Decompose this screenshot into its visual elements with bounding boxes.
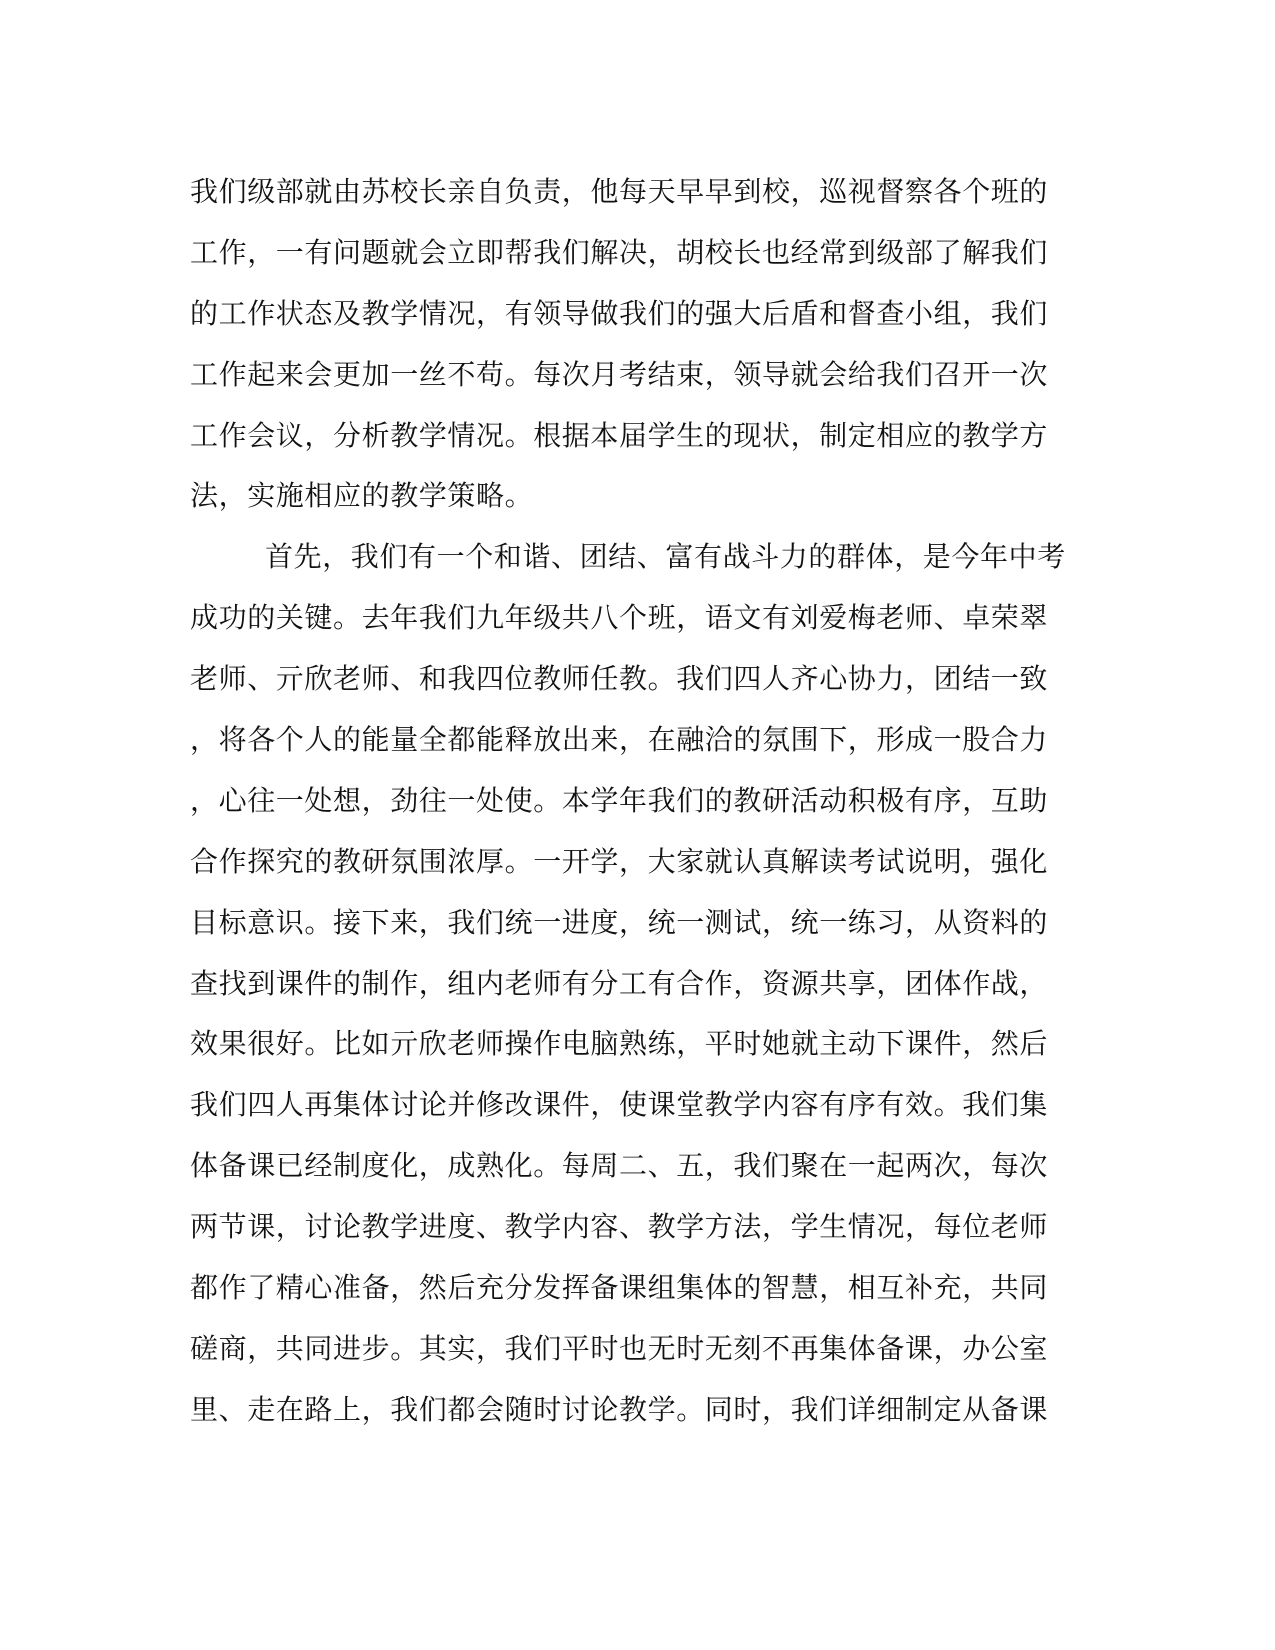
text-line: 的工作状态及教学情况，有领导做我们的强大后盾和督查小组，我们 xyxy=(190,296,1049,330)
text-line: 工作，一有问题就会立即帮我们解决，胡校长也经常到级部了解我们 xyxy=(190,235,1049,269)
text-line: 效果很好。比如亓欣老师操作电脑熟练，平时她就主动下课件，然后 xyxy=(190,1027,1049,1061)
text-line: ，心往一处想，劲往一处使。本学年我们的教研活动积极有序，互助 xyxy=(190,783,1049,817)
text-line: 里、走在路上，我们都会随时讨论教学。同时，我们详细制定从备课 xyxy=(190,1392,1049,1426)
text-line: 工作起来会更加一丝不苟。每次月考结束，领导就会给我们召开一次 xyxy=(190,357,1049,391)
text-line: 成功的关键。去年我们九年级共八个班，语文有刘爱梅老师、卓荣翠 xyxy=(190,601,1049,635)
text-line: 老师、亓欣老师、和我四位教师任教。我们四人齐心协力，团结一致 xyxy=(190,662,1049,696)
text-line: 磋商，共同进步。其实，我们平时也无时无刻不再集体备课，办公室 xyxy=(190,1331,1049,1365)
text-line: 法，实施相应的教学策略。 xyxy=(190,479,534,513)
text-line: 工作会议，分析教学情况。根据本届学生的现状，制定相应的教学方 xyxy=(190,418,1049,452)
text-line: 合作探究的教研氛围浓厚。一开学，大家就认真解读考试说明，强化 xyxy=(190,844,1049,878)
text-line: ，将各个人的能量全都能释放出来，在融洽的氛围下，形成一股合力 xyxy=(190,723,1049,757)
text-line: 目标意识。接下来，我们统一进度，统一测试，统一练习，从资料的 xyxy=(190,905,1049,939)
paragraph-start-line: 首先，我们有一个和谐、团结、富有战斗力的群体，是今年中考 xyxy=(265,540,1066,574)
text-line: 体备课已经制度化，成熟化。每周二、五，我们聚在一起两次，每次 xyxy=(190,1149,1049,1183)
text-line: 都作了精心准备，然后充分发挥备课组集体的智慧，相互补充，共同 xyxy=(190,1271,1049,1305)
text-line: 两节课，讨论教学进度、教学内容、教学方法，学生情况，每位老师 xyxy=(190,1210,1049,1244)
body-text xyxy=(190,162,1090,1441)
text-line: 我们四人再集体讨论并修改课件，使课堂教学内容有序有效。我们集 xyxy=(190,1088,1049,1122)
text-line: 查找到课件的制作，组内老师有分工有合作，资源共享，团体作战， xyxy=(190,966,1049,1000)
text-line: 我们级部就由苏校长亲自负责，他每天早早到校，巡视督察各个班的 xyxy=(190,175,1049,208)
